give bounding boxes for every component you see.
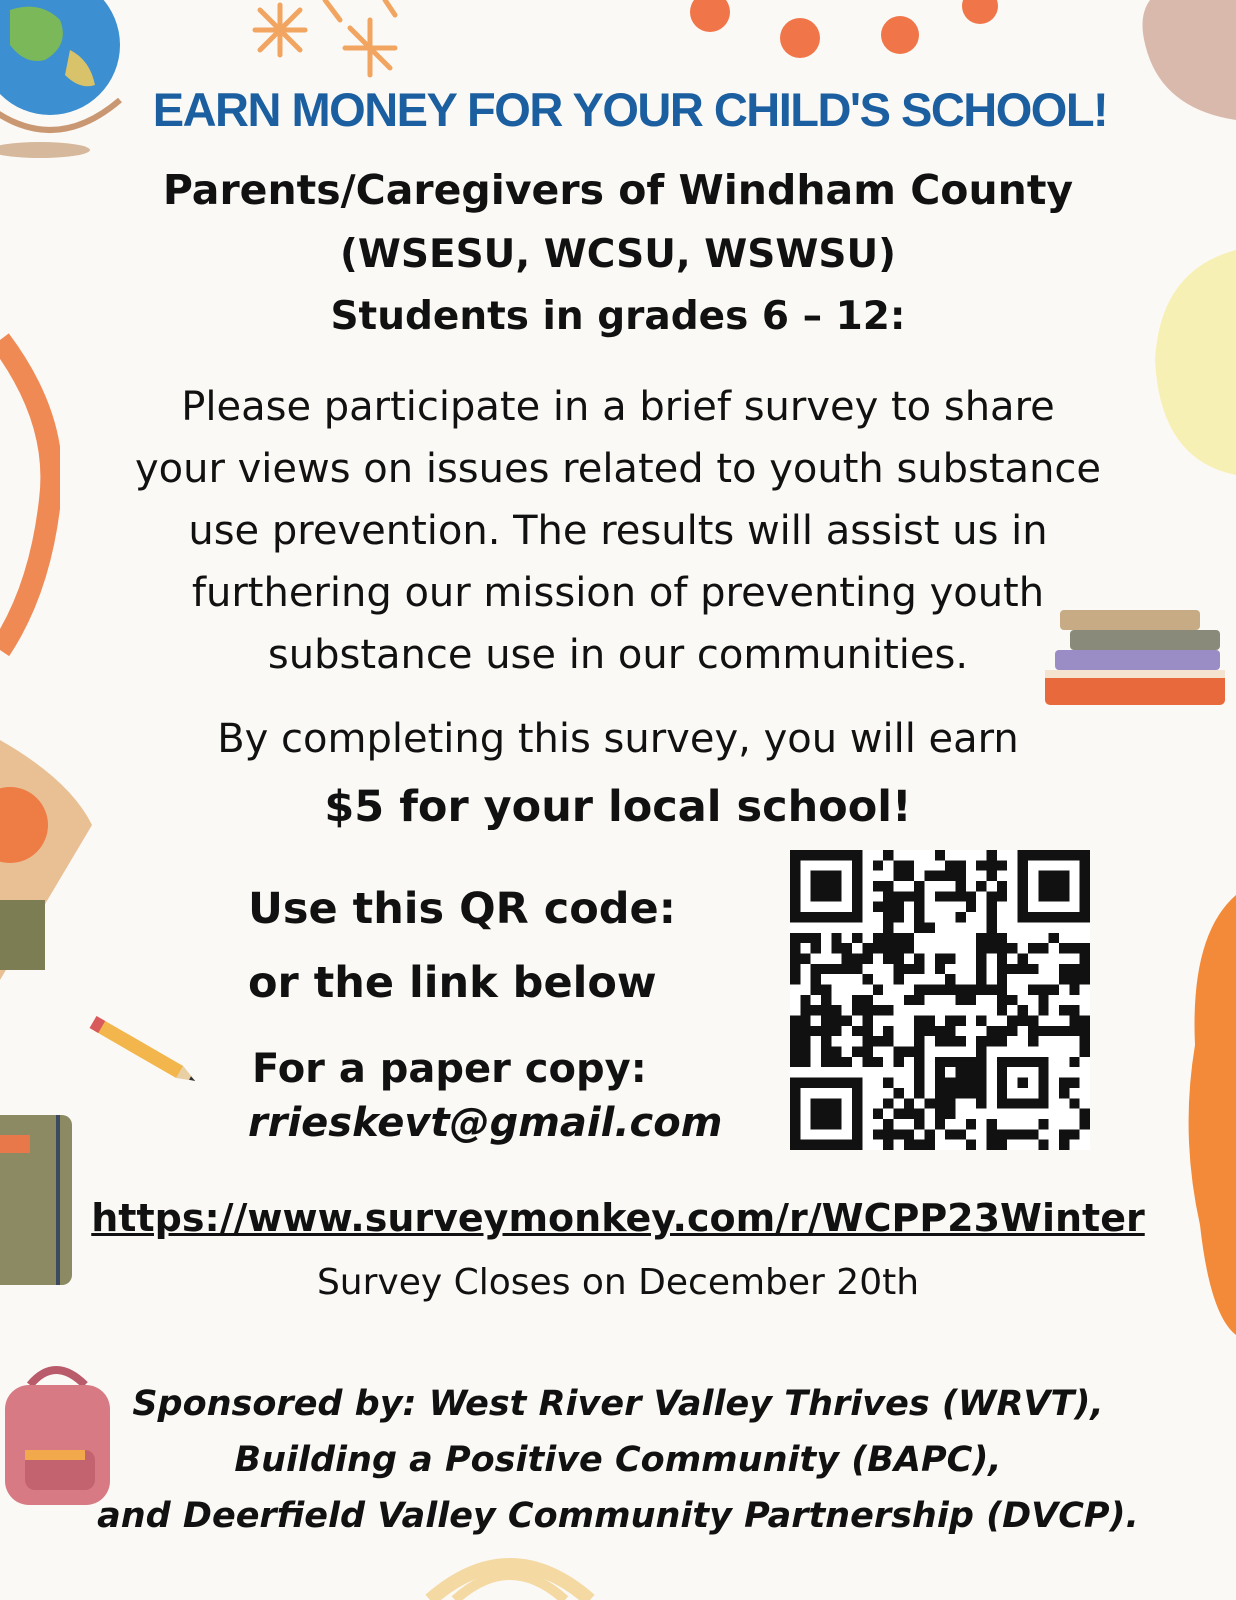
- asterisk-icon: [245, 0, 405, 85]
- link-instruction: or the link below: [248, 958, 657, 1008]
- dot-decoration: [680, 0, 1010, 60]
- paper-copy-label: For a paper copy:: [252, 1046, 647, 1092]
- grades-line: Students in grades 6 – 12:: [330, 294, 906, 339]
- districts-line: (WSESU, WCSU, WSWSU): [340, 232, 896, 277]
- qr-code-icon[interactable]: [790, 850, 1090, 1150]
- yellow-blob-decoration: [1150, 250, 1236, 480]
- sponsor-block: Sponsored by: West River Valley Thrives (WRVT), Building a Positive Community (BAPC), and Deerfield Valley Community Partnership (DVCP).: [97, 1384, 1139, 1536]
- survey-deadline: Survey Closes on December 20th: [316, 1262, 920, 1303]
- contact-email[interactable]: rrieskevt@gmail.com: [248, 1100, 723, 1146]
- ring-decoration: [0, 330, 60, 660]
- survey-description: Please participate in a brief survey to share your views on issues related to youth substance use prevention. The results will assist us in furthering our mission of preventing youth substance use in our communities.: [134, 384, 1102, 678]
- scribble-decoration: [420, 1540, 600, 1600]
- audience-line: Parents/Caregivers of Windham County: [162, 166, 1074, 214]
- qr-instruction: Use this QR code:: [248, 884, 676, 934]
- pencil-icon: [85, 1012, 210, 1092]
- earn-line: By completing this survey, you will earn: [217, 716, 1019, 762]
- map-decoration: [0, 740, 95, 990]
- reward-line: $5 for your local school!: [324, 782, 912, 832]
- survey-link[interactable]: https://www.surveymonkey.com/r/WCPP23Winter: [91, 1196, 1145, 1240]
- headline: EARN MONEY FOR YOUR CHILD'S SCHOOL!: [152, 83, 1108, 136]
